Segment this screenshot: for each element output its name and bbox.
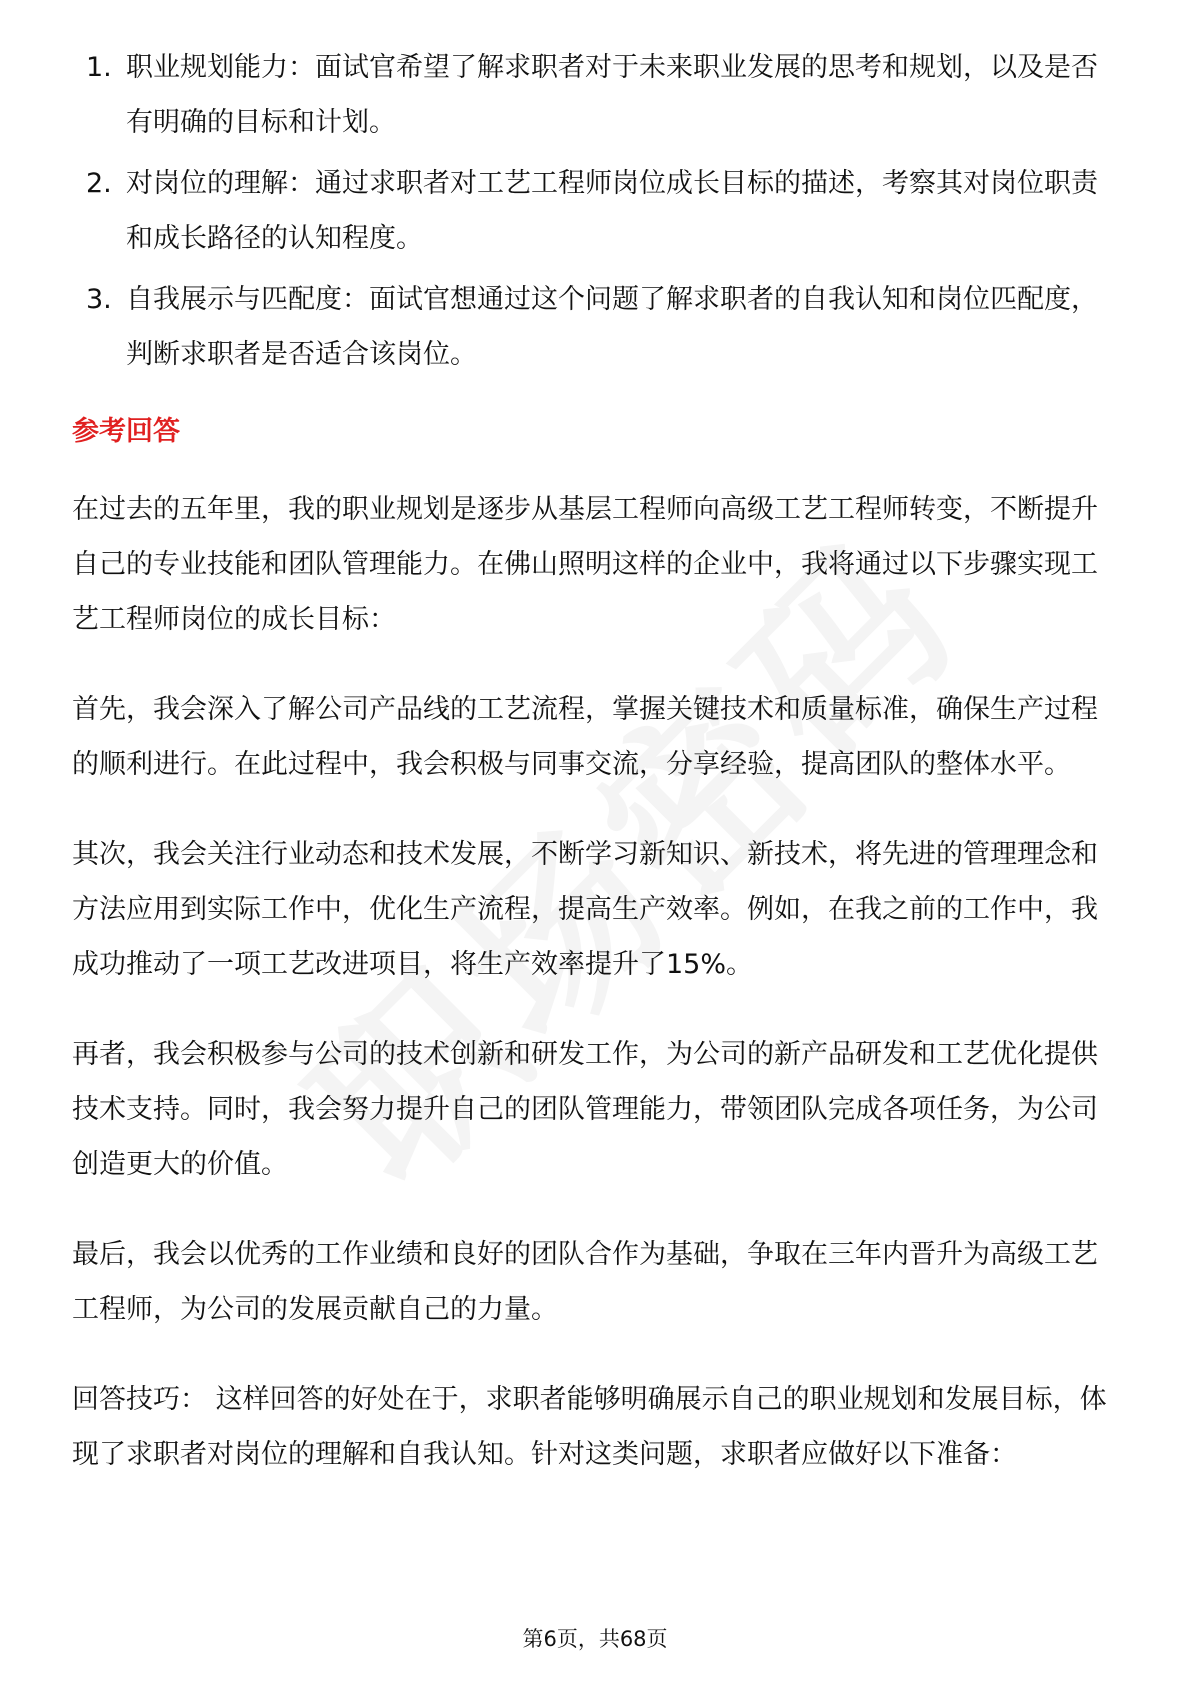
analysis-list <box>72 40 1122 388</box>
section-heading: 参考回答 <box>72 416 180 447</box>
list-item <box>72 272 1122 382</box>
answer-content <box>72 482 1122 1517</box>
page-footer: 第6页，共68页 <box>522 1627 668 1651</box>
paragraph: 最后，我会以优秀的工作业绩和良好的团队合作为基础，争取在三年内晋升为高级工艺工程师，为公司的发展贡献自己的力量。 <box>72 1239 1098 1325</box>
list-item-number: 2. <box>86 168 112 199</box>
list-item <box>72 40 1122 150</box>
paragraph: 回答技巧： 这样回答的好处在于，求职者能够明确展示自己的职业规划和发展目标，体现了求职者对岗位的理解和自我认知。针对这类问题，求职者应做好以下准备： <box>72 1384 1107 1470</box>
paragraph: 再者，我会积极参与公司的技术创新和研发工作，为公司的新产品研发和工艺优化提供技术支持。同时，我会努力提升自己的团队管理能力，带领团队完成各项任务，为公司创造更大的价值。 <box>72 1039 1098 1180</box>
list-item-number: 1. <box>86 52 112 83</box>
paragraph: 在过去的五年里，我的职业规划是逐步从基层工程师向高级工艺工程师转变，不断提升自己的专业技能和团队管理能力。在佛山照明这样的企业中，我将通过以下步骤实现工艺工程师岗位的成长目标： <box>72 494 1098 635</box>
paragraph: 其次，我会关注行业动态和技术发展，不断学习新知识、新技术，将先进的管理理念和方法应用到实际工作中，优化生产流程，提高生产效率。例如，在我之前的工作中，我成功推动了一项工艺改进项目，将生产效率提升了15%。 <box>72 839 1098 980</box>
list-item-text: 职业规划能力：面试官希望了解求职者对于未来职业发展的思考和规划，以及是否有明确的目标和计划。 <box>126 52 1098 138</box>
list-item-number: 3. <box>86 284 112 315</box>
paragraph: 首先，我会深入了解公司产品线的工艺流程，掌握关键技术和质量标准，确保生产过程的顺利进行。在此过程中，我会积极与同事交流，分享经验，提高团队的整体水平。 <box>72 694 1098 780</box>
list-item-text: 对岗位的理解：通过求职者对工艺工程师岗位成长目标的描述，考察其对岗位职责和成长路径的认知程度。 <box>126 168 1098 254</box>
list-item-text: 自我展示与匹配度：面试官想通过这个问题了解求职者的自我认知和岗位匹配度，判断求职者是否适合该岗位。 <box>126 284 1098 370</box>
list-item <box>72 156 1122 266</box>
